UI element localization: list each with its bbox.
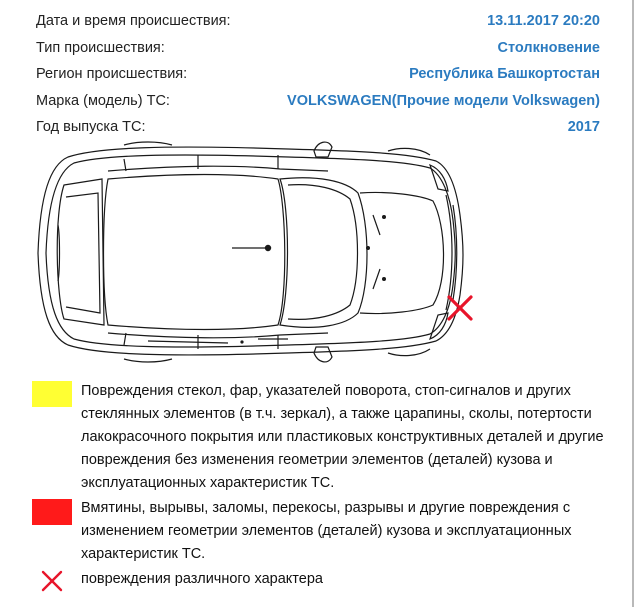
type-label: Тип происшествия: (36, 39, 165, 56)
legend-red-text: Вмятины, вырывы, заломы, перекосы, разрывы и другие повреждения с изменением геометрии элементов (деталей) кузова и эксплуатационных характеристик ТС. (81, 500, 572, 562)
region-value: Республика Башкортостан (409, 66, 600, 83)
red-x-icon (40, 570, 64, 592)
damage-legend (32, 380, 612, 591)
legend-item-x (32, 568, 612, 591)
year-label: Год выпуска ТС: (36, 119, 146, 136)
red-x-icon (445, 293, 475, 323)
datetime-value: 13.11.2017 20:20 (487, 13, 600, 30)
info-row-region (36, 61, 600, 88)
type-value: Столкновение (497, 39, 600, 56)
datetime-label: Дата и время происшествия: (36, 13, 231, 30)
region-label: Регион происшествия: (36, 66, 188, 83)
car-top-view-icon (28, 135, 478, 370)
model-value: VOLKSWAGEN(Прочие модели Volkswagen) (287, 92, 600, 109)
info-row-type (36, 35, 600, 62)
red-swatch (32, 499, 72, 525)
car-diagram (28, 135, 478, 375)
year-value: 2017 (567, 119, 600, 136)
legend-x-text: повреждения различного характера (81, 571, 323, 587)
legend-yellow-text: Повреждения стекол, фар, указателей поворота, стоп-сигналов и других стеклянных элементов (в т.ч. зеркал), а также царапины, сколы, потертости лакокрасочного покрытия или пластиковых конструктивных деталей и другие повреждения без изменения геометрии элементов (деталей) кузова и эксплуатационных характеристик ТС. (81, 383, 604, 491)
info-row-model (36, 88, 600, 115)
yellow-swatch (32, 381, 72, 407)
legend-item-red (32, 497, 612, 566)
info-row-datetime (36, 8, 600, 35)
model-label: Марка (модель) ТС: (36, 92, 170, 109)
legend-item-yellow (32, 380, 612, 495)
incident-info (36, 8, 600, 141)
